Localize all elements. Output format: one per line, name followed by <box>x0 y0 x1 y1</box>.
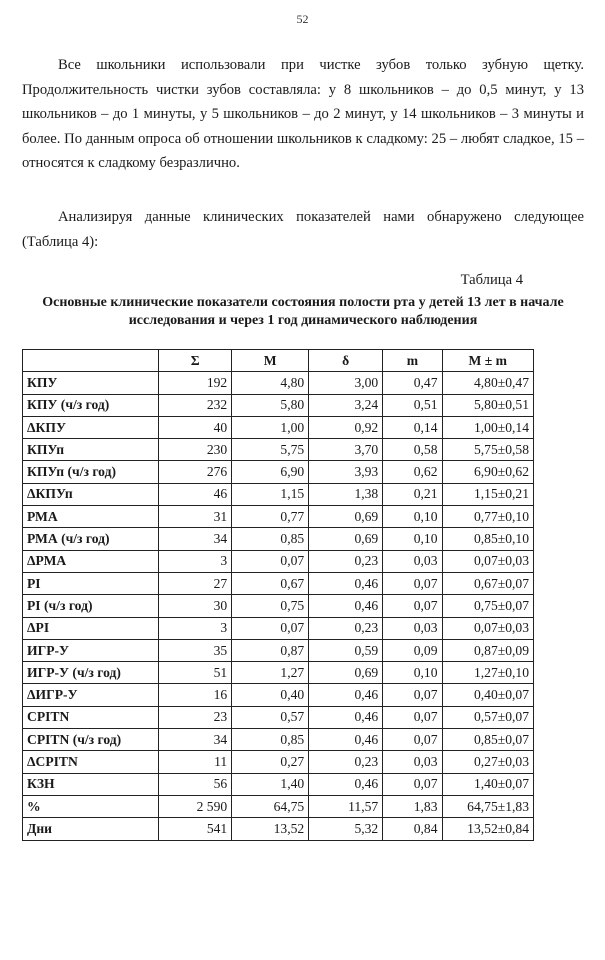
mean-error-value: 13,52±0,84 <box>442 818 533 840</box>
table-row <box>23 416 534 438</box>
mean-value: 1,27 <box>232 662 309 684</box>
mean-error-value: 0,40±0,07 <box>442 684 533 706</box>
indicator-name: ΔКПУп <box>23 483 159 505</box>
mean-value: 1,15 <box>232 483 309 505</box>
indicator-name: CPITN <box>23 706 159 728</box>
sum-value: 35 <box>159 639 232 661</box>
table-row <box>23 372 534 394</box>
error-value: 0,10 <box>383 506 442 528</box>
mean-value: 6,90 <box>232 461 309 483</box>
deviation-value: 3,70 <box>309 439 383 461</box>
deviation-value: 0,46 <box>309 572 383 594</box>
deviation-value: 0,69 <box>309 506 383 528</box>
header-error: m <box>383 350 442 372</box>
indicator-name: ΔРМА <box>23 550 159 572</box>
table-header-row <box>23 350 534 372</box>
table-row <box>23 662 534 684</box>
sum-value: 3 <box>159 617 232 639</box>
mean-value: 1,40 <box>232 773 309 795</box>
sum-value: 30 <box>159 595 232 617</box>
mean-error-value: 0,85±0,07 <box>442 729 533 751</box>
mean-value: 0,57 <box>232 706 309 728</box>
mean-value: 13,52 <box>232 818 309 840</box>
deviation-value: 0,69 <box>309 662 383 684</box>
error-value: 0,21 <box>383 483 442 505</box>
sum-value: 192 <box>159 372 232 394</box>
error-value: 0,14 <box>383 416 442 438</box>
table-row <box>23 617 534 639</box>
indicator-name: Дни <box>23 818 159 840</box>
mean-error-value: 1,00±0,14 <box>442 416 533 438</box>
deviation-value: 1,38 <box>309 483 383 505</box>
header-indicator <box>23 350 159 372</box>
indicator-name: ΔCPITN <box>23 751 159 773</box>
error-value: 0,10 <box>383 662 442 684</box>
deviation-value: 0,23 <box>309 550 383 572</box>
indicator-name: ΔИГР-У <box>23 684 159 706</box>
table-row <box>23 483 534 505</box>
indicator-name: ΔКПУ <box>23 416 159 438</box>
table-row <box>23 528 534 550</box>
table-title: Основные клинические показатели состояния полости рта у детей 13 лет в начале исследования и через 1 год динамического наблюдения <box>42 295 564 328</box>
mean-value: 0,40 <box>232 684 309 706</box>
deviation-value: 0,46 <box>309 773 383 795</box>
mean-error-value: 0,07±0,03 <box>442 550 533 572</box>
sum-value: 40 <box>159 416 232 438</box>
mean-error-value: 1,40±0,07 <box>442 773 533 795</box>
indicator-name: CPITN (ч/з год) <box>23 729 159 751</box>
deviation-value: 0,92 <box>309 416 383 438</box>
deviation-value: 5,32 <box>309 818 383 840</box>
mean-error-value: 64,75±1,83 <box>442 795 533 817</box>
sum-value: 11 <box>159 751 232 773</box>
error-value: 0,03 <box>383 751 442 773</box>
header-sum: Σ <box>159 350 232 372</box>
mean-error-value: 0,27±0,03 <box>442 751 533 773</box>
mean-error-value: 1,15±0,21 <box>442 483 533 505</box>
deviation-value: 0,69 <box>309 528 383 550</box>
deviation-value: 11,57 <box>309 795 383 817</box>
table-row <box>23 595 534 617</box>
table-row <box>23 818 534 840</box>
deviation-value: 0,46 <box>309 729 383 751</box>
deviation-value: 0,46 <box>309 706 383 728</box>
table-row <box>23 394 534 416</box>
sum-value: 46 <box>159 483 232 505</box>
header-deviation: δ <box>309 350 383 372</box>
mean-value: 0,67 <box>232 572 309 594</box>
table-row <box>23 795 534 817</box>
error-value: 0,07 <box>383 773 442 795</box>
mean-value: 64,75 <box>232 795 309 817</box>
mean-value: 5,80 <box>232 394 309 416</box>
indicator-name: КПУ <box>23 372 159 394</box>
table-row <box>23 773 534 795</box>
sum-value: 56 <box>159 773 232 795</box>
deviation-value: 0,23 <box>309 751 383 773</box>
table-label: Таблица 4 <box>460 272 523 288</box>
mean-value: 0,75 <box>232 595 309 617</box>
table-row <box>23 506 534 528</box>
error-value: 0,62 <box>383 461 442 483</box>
mean-error-value: 0,67±0,07 <box>442 572 533 594</box>
mean-error-value: 0,87±0,09 <box>442 639 533 661</box>
mean-error-value: 5,80±0,51 <box>442 394 533 416</box>
deviation-value: 0,46 <box>309 684 383 706</box>
indicator-name: РМА <box>23 506 159 528</box>
sum-value: 2 590 <box>159 795 232 817</box>
error-value: 0,07 <box>383 729 442 751</box>
sum-value: 3 <box>159 550 232 572</box>
mean-error-value: 0,77±0,10 <box>442 506 533 528</box>
mean-error-value: 6,90±0,62 <box>442 461 533 483</box>
sum-value: 51 <box>159 662 232 684</box>
mean-value: 0,27 <box>232 751 309 773</box>
error-value: 0,07 <box>383 706 442 728</box>
sum-value: 34 <box>159 528 232 550</box>
error-value: 0,03 <box>383 617 442 639</box>
mean-value: 1,00 <box>232 416 309 438</box>
mean-value: 0,85 <box>232 528 309 550</box>
table-body <box>23 372 534 840</box>
indicator-name: ИГР-У (ч/з год) <box>23 662 159 684</box>
table-row <box>23 461 534 483</box>
error-value: 0,51 <box>383 394 442 416</box>
deviation-value: 0,59 <box>309 639 383 661</box>
sum-value: 230 <box>159 439 232 461</box>
mean-error-value: 0,07±0,03 <box>442 617 533 639</box>
mean-error-value: 0,85±0,10 <box>442 528 533 550</box>
indicator-name: КПУп <box>23 439 159 461</box>
table-row <box>23 751 534 773</box>
mean-value: 0,87 <box>232 639 309 661</box>
sum-value: 34 <box>159 729 232 751</box>
indicator-name: РМА (ч/з год) <box>23 528 159 550</box>
table-row <box>23 639 534 661</box>
sum-value: 232 <box>159 394 232 416</box>
sum-value: 541 <box>159 818 232 840</box>
indicator-name: % <box>23 795 159 817</box>
mean-value: 0,07 <box>232 550 309 572</box>
mean-error-value: 4,80±0,47 <box>442 372 533 394</box>
error-value: 0,84 <box>383 818 442 840</box>
indicator-name: КЗН <box>23 773 159 795</box>
error-value: 0,03 <box>383 550 442 572</box>
table-row <box>23 684 534 706</box>
mean-value: 5,75 <box>232 439 309 461</box>
indicator-name: КПУп (ч/з год) <box>23 461 159 483</box>
sum-value: 16 <box>159 684 232 706</box>
page-number: 52 <box>296 12 309 26</box>
error-value: 0,10 <box>383 528 442 550</box>
indicator-name: ΔPI <box>23 617 159 639</box>
table-row <box>23 439 534 461</box>
sum-value: 23 <box>159 706 232 728</box>
deviation-value: 3,00 <box>309 372 383 394</box>
sum-value: 31 <box>159 506 232 528</box>
deviation-value: 0,23 <box>309 617 383 639</box>
table-row <box>23 706 534 728</box>
header-mean-error: M ± m <box>442 350 533 372</box>
table-row <box>23 572 534 594</box>
indicator-name: ИГР-У <box>23 639 159 661</box>
sum-value: 276 <box>159 461 232 483</box>
clinical-indicators-table <box>22 349 534 841</box>
mean-error-value: 0,57±0,07 <box>442 706 533 728</box>
table-row <box>23 550 534 572</box>
mean-error-value: 5,75±0,58 <box>442 439 533 461</box>
paragraph-brushing: Все школьники использовали при чистке зубов только зубную щетку. Продолжительность чистки зубов составляла: у 8 школьников – до 0,5 минут, у 13 школьников – до 1 минуты, у 5 школьников – до 2 минут, у 14 школьников – 3 минуты и более. По данным опроса об отношении школьников к сладкому: 25 – любят сладкое, 15 – относятся к сладкому безразлично. <box>22 57 584 171</box>
error-value: 0,09 <box>383 639 442 661</box>
indicator-name: КПУ (ч/з год) <box>23 394 159 416</box>
deviation-value: 3,93 <box>309 461 383 483</box>
paragraph-analysis: Анализируя данные клинических показателей нами обнаружено следующее (Таблица 4): <box>22 209 584 250</box>
indicator-name: PI (ч/з год) <box>23 595 159 617</box>
error-value: 0,58 <box>383 439 442 461</box>
deviation-value: 0,46 <box>309 595 383 617</box>
mean-error-value: 1,27±0,10 <box>442 662 533 684</box>
mean-value: 4,80 <box>232 372 309 394</box>
mean-value: 0,77 <box>232 506 309 528</box>
header-mean: M <box>232 350 309 372</box>
error-value: 0,07 <box>383 595 442 617</box>
mean-value: 0,85 <box>232 729 309 751</box>
error-value: 0,47 <box>383 372 442 394</box>
error-value: 1,83 <box>383 795 442 817</box>
error-value: 0,07 <box>383 684 442 706</box>
indicator-name: PI <box>23 572 159 594</box>
deviation-value: 3,24 <box>309 394 383 416</box>
mean-value: 0,07 <box>232 617 309 639</box>
sum-value: 27 <box>159 572 232 594</box>
error-value: 0,07 <box>383 572 442 594</box>
table-row <box>23 729 534 751</box>
mean-error-value: 0,75±0,07 <box>442 595 533 617</box>
